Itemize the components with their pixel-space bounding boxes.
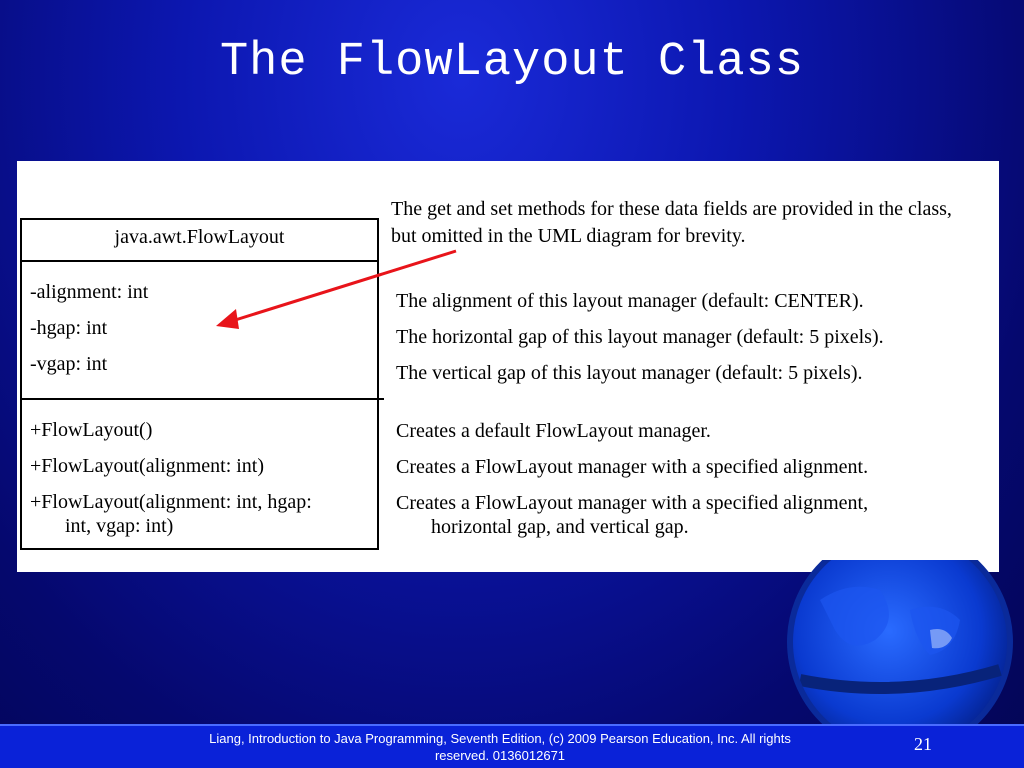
desc-alignment-constructor: Creates a FlowLayout manager with a specified alignment. [396, 456, 869, 478]
globe-icon [780, 560, 1020, 724]
desc-full-line2: horizontal gap, and vertical gap. [431, 516, 689, 538]
desc-default-constructor: Creates a default FlowLayout manager. [396, 420, 711, 442]
footer-bar [0, 724, 1024, 768]
desc-vgap: The vertical gap of this layout manager (default: 5 pixels). [396, 362, 863, 384]
page-number: 21 [914, 734, 932, 754]
uml-field-vgap: -vgap: int [30, 353, 108, 375]
desc-hgap: The horizontal gap of this layout manager (default: 5 pixels). [396, 326, 884, 348]
uml-class-name: java.awt.FlowLayout [22, 220, 377, 262]
desc-full-line1: Creates a FlowLayout manager with a specified alignment, [396, 492, 869, 514]
arrow-shaft [232, 251, 456, 321]
note-text: The get and set methods for these data fields are provided in the class, but omitted in the UML diagram for brevity. [391, 198, 952, 247]
footer-copyright: Liang, Introduction to Java Programming, Seventh Edition, (c) 2009 Pearson Education, Inc. All rights reserved. 0136012671 [209, 731, 791, 763]
uml-method-alignment-constructor: +FlowLayout(alignment: int) [30, 455, 265, 477]
uml-field-hgap: -hgap: int [30, 317, 108, 339]
uml-method-full-line1: +FlowLayout(alignment: int, hgap: [30, 491, 312, 513]
slide-title: The FlowLayout Class [219, 36, 805, 89]
uml-field-alignment: -alignment: int [30, 281, 149, 303]
arrow-head [216, 309, 239, 329]
uml-method-full-line2: int, vgap: int) [65, 515, 174, 537]
uml-method-default-constructor: +FlowLayout() [30, 419, 153, 441]
desc-alignment: The alignment of this layout manager (default: CENTER). [396, 290, 864, 312]
